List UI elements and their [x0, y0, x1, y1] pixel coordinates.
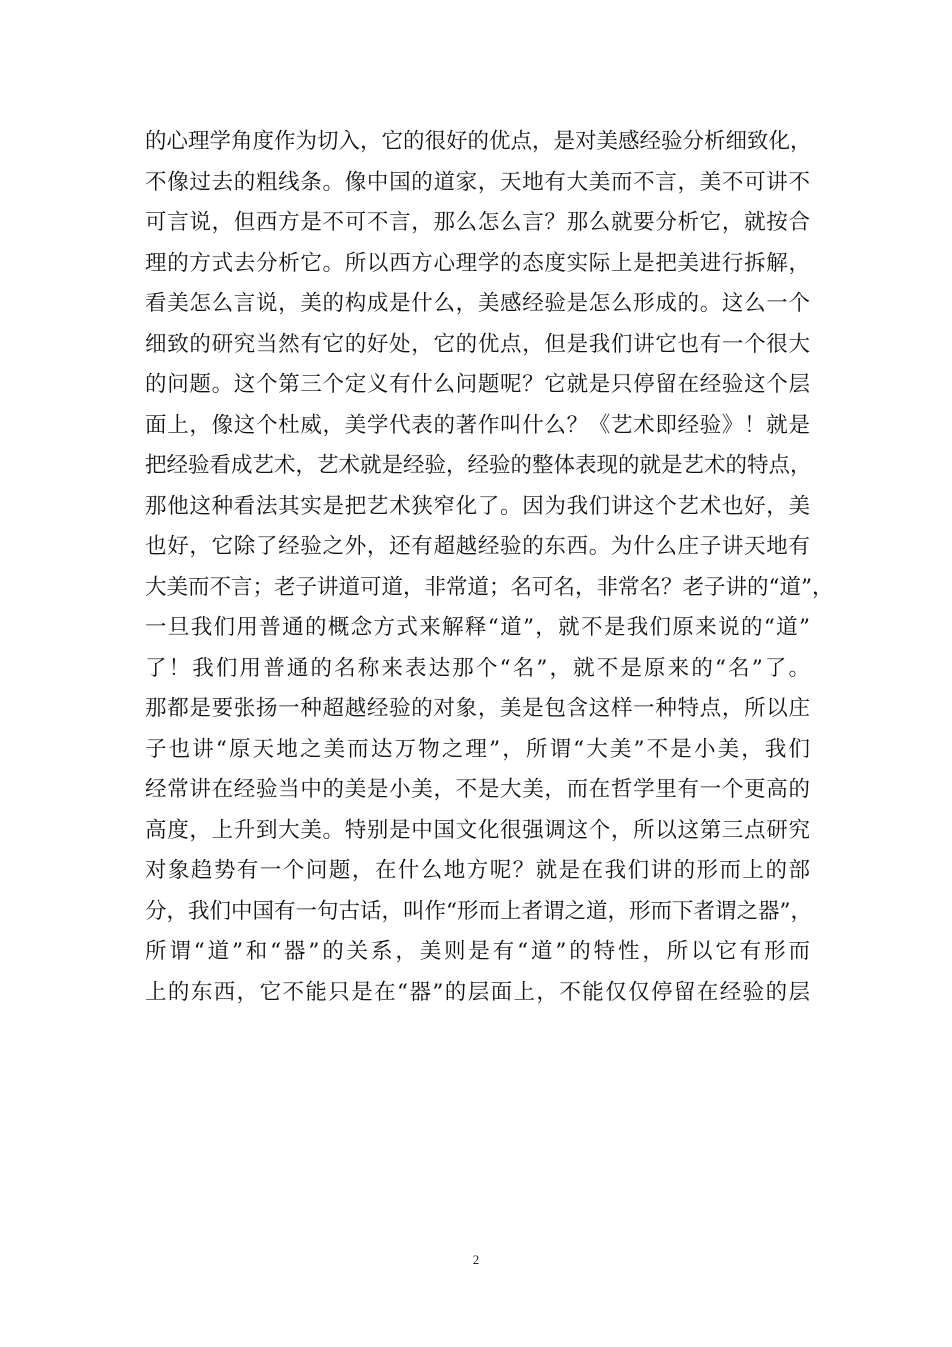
- text-line: 的问题。这个第三个定义有什么问题呢？它就是只停留在经验这个层: [145, 372, 810, 397]
- text-line: 大美而不言；老子讲道可道，非常道；名可名，非常名？老子讲的“道”，: [145, 574, 834, 600]
- text-line: 对象趋势有一个问题，在什么地方呢？就是在我们讲的形而上的部: [145, 858, 810, 883]
- text-line: 细致的研究当然有它的好处，它的优点，但是我们讲它也有一个很大: [145, 331, 810, 357]
- text-line: 高度，上升到大美。特别是中国文化很强调这个，所以这第三点研究: [145, 817, 810, 843]
- text-line: 所谓“道”和“器”的关系，美则是有“道”的特性，所以它有形而: [145, 939, 810, 964]
- text-line: 可言说，但西方是不可不言，那么怎么言？那么就要分析它，就按合: [145, 210, 810, 235]
- text-line: 理的方式去分析它。所以西方心理学的态度实际上是把美进行拆解，: [145, 250, 810, 276]
- text-line: 把经验看成艺术，艺术就是经验，经验的整体表现的就是艺术的特点，: [145, 453, 812, 478]
- text-line: 经常讲在经验当中的美是小美，不是大美，而在哲学里有一个更高的: [145, 777, 810, 802]
- text-line: 子也讲“原天地之美而达万物之理”，所谓“大美”不是小美，我们: [145, 736, 810, 762]
- text-line: 也好，它除了经验之外，还有超越经验的东西。为什么庄子讲天地有: [145, 534, 810, 559]
- text-line: 了！我们用普通的名称来表达那个“名”，就不是原来的“名”了。: [145, 655, 810, 681]
- text-line: 的心理学角度作为切入，它的很好的优点，是对美感经验分析细致化，: [145, 129, 812, 154]
- text-line: 上的东西，它不能只是在“器”的层面上，不能仅仅停留在经验的层: [145, 979, 810, 1005]
- page-number: 2: [472, 1252, 480, 1267]
- text-line: 那他这种看法其实是把艺术狭窄化了。因为我们讲这个艺术也好，美: [145, 493, 810, 519]
- text-line: 看美怎么言说，美的构成是什么，美感经验是怎么形成的。这么一个: [145, 291, 810, 316]
- body-text: [145, 122, 834, 1013]
- text-line: 那都是要张扬一种超越经验的对象，美是包含这样一种特点，所以庄: [145, 696, 810, 721]
- text-line: 不像过去的粗线条。像中国的道家，天地有大美而不言，美不可讲不: [145, 169, 810, 195]
- text-line: 面上，像这个杜威，美学代表的著作叫什么？《艺术即经验》！就是: [145, 412, 810, 438]
- text-line: 分，我们中国有一句古话，叫作“形而上者谓之道，形而下者谓之器”，: [145, 898, 812, 924]
- text-line: 一旦我们用普通的概念方式来解释“道”，就不是我们原来说的“道”: [145, 615, 810, 640]
